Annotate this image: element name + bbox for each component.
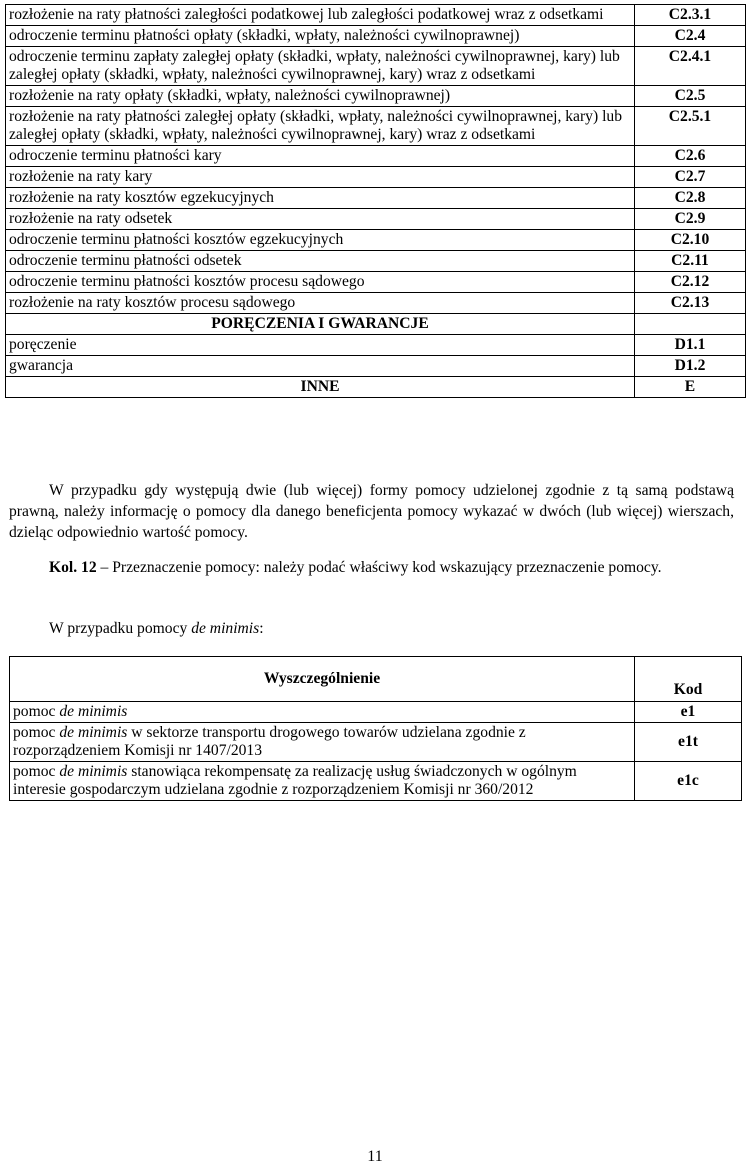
- table-row: [6, 272, 746, 293]
- aid-form-description: rozłożenie na raty opłaty (składki, wpłaty, należności cywilnoprawnej): [6, 86, 635, 107]
- aid-form-code: E: [635, 377, 746, 398]
- de-minimis-code: e1t: [635, 723, 742, 762]
- aid-form-code: C2.7: [635, 167, 746, 188]
- aid-form-code: C2.5.1: [635, 107, 746, 146]
- aid-form-description: odroczenie terminu płatności odsetek: [6, 251, 635, 272]
- section-row: [6, 314, 746, 335]
- aid-form-code: C2.11: [635, 251, 746, 272]
- table-row: [6, 146, 746, 167]
- aid-form-code: C2.4: [635, 26, 746, 47]
- section-title: INNE: [6, 377, 635, 398]
- table-row: [10, 762, 742, 801]
- aid-form-code: C2.8: [635, 188, 746, 209]
- aid-form-description: odroczenie terminu płatności kosztów procesu sądowego: [6, 272, 635, 293]
- de-minimis-description: pomoc de minimis w sektorze transportu drogowego towarów udzielana zgodnie z rozporządzeniem Komisji nr 1407/2013: [10, 723, 635, 762]
- aid-form-description: rozłożenie na raty kosztów egzekucyjnych: [6, 188, 635, 209]
- header-code: Kod: [635, 657, 742, 702]
- paragraph-multiple-forms: W przypadku gdy występują dwie (lub więcej) formy pomocy udzielonej zgodnie z tą samą podstawą prawną, należy informację o pomocy dla danego beneficjenta pomocy wykazać w dwóch (lub więcej) wierszach, dzieląc odpowiednio wartość pomocy.: [9, 482, 734, 541]
- table-row: [6, 188, 746, 209]
- aid-form-description: gwarancja: [6, 356, 635, 377]
- table-row: [6, 251, 746, 272]
- table-row: [6, 356, 746, 377]
- header-description: Wyszczególnienie: [10, 657, 635, 702]
- aid-form-code: C2.10: [635, 230, 746, 251]
- de-minimis-description: pomoc de minimis stanowiąca rekompensatę za realizację usług świadczonych w ogólnym interesie gospodarczym udzielana zgodnie z rozporządzeniem Komisji nr 360/2012: [10, 762, 635, 801]
- aid-form-code: C2.6: [635, 146, 746, 167]
- de-minimis-code: e1c: [635, 762, 742, 801]
- aid-form-code: C2.13: [635, 293, 746, 314]
- aid-form-table: [5, 4, 746, 398]
- aid-form-code: C2.3.1: [635, 5, 746, 26]
- table-row: [6, 293, 746, 314]
- paragraph-col12: [9, 557, 734, 578]
- de-minimis-table: [9, 656, 742, 801]
- table-row: [6, 86, 746, 107]
- table-row: [6, 107, 746, 146]
- aid-form-description: rozłożenie na raty odsetek: [6, 209, 635, 230]
- aid-form-description: odroczenie terminu płatności kosztów egzekucyjnych: [6, 230, 635, 251]
- table-row: [6, 335, 746, 356]
- aid-form-code: [635, 314, 746, 335]
- table-row: [6, 47, 746, 86]
- page-number: 11: [367, 1148, 383, 1165]
- aid-form-description: rozłożenie na raty płatności zaległej opłaty (składki, wpłaty, należności cywilnoprawnej, kary) lub zaległej opłaty (składki, wpłaty, należności cywilnoprawnej, kary) wraz z odsetkami: [6, 107, 635, 146]
- aid-form-description: odroczenie terminu zapłaty zaległej opłaty (składki, wpłaty, należności cywilnoprawnej, kary) lub zaległej opłaty (składki, wpłaty, należności cywilnoprawnej, kary) wraz z odsetkami: [6, 47, 635, 86]
- aid-form-description: rozłożenie na raty kary: [6, 167, 635, 188]
- de-minimis-header-row: [10, 657, 742, 702]
- section-row: [6, 377, 746, 398]
- col12-text: – Przeznaczenie pomocy: należy podać właściwy kod wskazujący przeznaczenie pomocy.: [96, 559, 662, 576]
- table-row: [6, 167, 746, 188]
- section-title: PORĘCZENIA I GWARANCJE: [6, 314, 635, 335]
- aid-form-code: C2.12: [635, 272, 746, 293]
- col12-label: Kol. 12: [49, 559, 97, 576]
- table-row: [6, 209, 746, 230]
- de-minimis-description: pomoc de minimis: [10, 702, 635, 723]
- aid-form-description: odroczenie terminu płatności kary: [6, 146, 635, 167]
- table-row: [10, 702, 742, 723]
- aid-form-code: D1.2: [635, 356, 746, 377]
- aid-form-code: C2.4.1: [635, 47, 746, 86]
- table-row: [6, 5, 746, 26]
- aid-form-code: C2.9: [635, 209, 746, 230]
- paragraph-de-minimis-intro: W przypadku pomocy de minimis:: [49, 620, 264, 637]
- aid-form-description: poręczenie: [6, 335, 635, 356]
- aid-form-description: odroczenie terminu płatności opłaty (składki, wpłaty, należności cywilnoprawnej): [6, 26, 635, 47]
- table-row: [6, 26, 746, 47]
- aid-form-description: rozłożenie na raty płatności zaległości podatkowej lub zaległości podatkowej wraz z odsetkami: [6, 5, 635, 26]
- aid-form-code: C2.5: [635, 86, 746, 107]
- aid-form-code: D1.1: [635, 335, 746, 356]
- aid-form-description: rozłożenie na raty kosztów procesu sądowego: [6, 293, 635, 314]
- table-row: [6, 230, 746, 251]
- table-row: [10, 723, 742, 762]
- de-minimis-code: e1: [635, 702, 742, 723]
